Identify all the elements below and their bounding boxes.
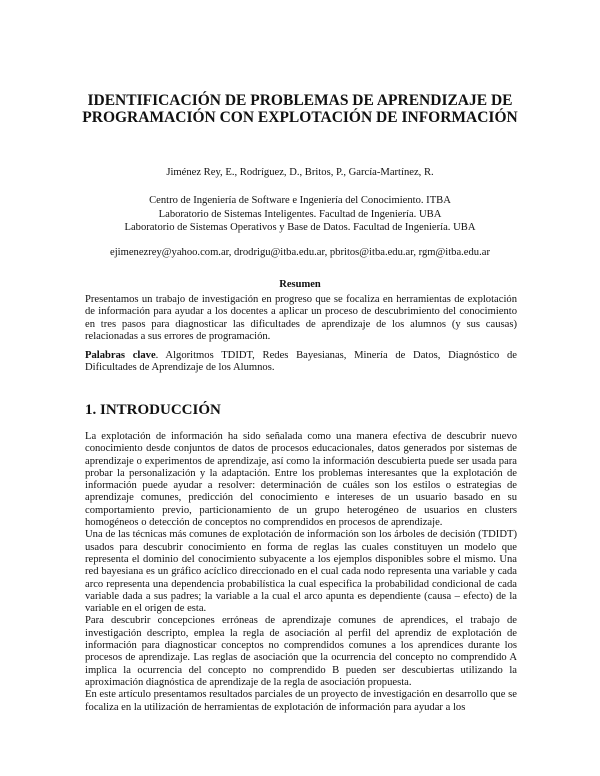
body-paragraph: Para descubrir concepciones erróneas de aprendizaje comunes de aprendices, el trabajo de investigación descripto, emplea la regla de asociación al perfil del aprendiz de explotación de información para diagnosticar conceptos no comprendidos comunes a los aprendices durante los procesos de aprendizaje. Las reglas de asociación que la ocurrencia del concepto no comprendido A implica la ocurrencia del concepto no comprendido B pueden ser descubiertas utilizando la aproximación diagnóstica de aprendizaje de la regla de asociación propuesta. — [85, 615, 517, 688]
affiliation-line: Laboratorio de Sistemas Inteligentes. Facultad de Ingeniería. UBA — [158, 208, 442, 220]
abstract-heading: Resumen — [279, 279, 321, 290]
paper-title: IDENTIFICACIÓN DE PROBLEMAS DE APRENDIZAJE DE PROGRAMACIÓN CON EXPLOTACIÓN DE INFORMACIÓN — [82, 92, 518, 126]
keywords-label: Palabras clave — [85, 350, 156, 361]
abstract-text: Presentamos un trabajo de investigación en progreso que se focaliza en herramientas de explotación de información para ayudar a los docentes a aplicar un proceso de descubrimiento del conocimiento en tres pasos para diagnosticar las dificultades de aprendizaje de los alumnos (y sus causas) relacionadas a sus errores de programación. — [85, 294, 517, 342]
affiliation-line: Centro de Ingeniería de Software e Ingeniería del Conocimiento. ITBA — [149, 195, 451, 206]
body-paragraph: En este artículo presentamos resultados parciales de un proyecto de investigación en desarrollo que se focaliza en la utilización de herramientas de explotación de información para ayudar a los — [85, 689, 517, 713]
introduction-body — [85, 431, 517, 714]
authors-line: Jiménez Rey, E., Rodríguez, D., Britos, P., García-Martínez, R. — [166, 167, 434, 178]
emails-line: ejimenezrey@yahoo.com.ar, drodrigu@itba.edu.ar, pbritos@itba.edu.ar, rgm@itba.edu.ar — [110, 247, 490, 258]
affiliations — [60, 194, 540, 235]
body-paragraph: Una de las técnicas más comunes de explotación de información son los árboles de decisión (TDIDT) usados para descubrir conocimiento en forma de reglas las cuales constituyen un modelo que representa el dominio del conocimiento subyacente a los ejemplos disponibles sobre el mismo. Una red bayesiana es un gráfico acíclico direccionado en el cual cada nodo representa una variable y cada arco representa una dependencia probabilística la cual especifica la probabilidad condicional de cada variable dada a sus padres; la variable a la cual el arco apunta es dependiente (causa – efecto) de la variable en el origen de esta. — [85, 529, 517, 615]
affiliation-line: Laboratorio de Sistemas Operativos y Base de Datos. Facultad de Ingeniería. UBA — [124, 222, 476, 233]
section-heading: 1. INTRODUCCIÓN — [85, 402, 221, 418]
body-paragraph: La explotación de información ha sido señalada como una manera efectiva de descubrir nuevo conocimiento desde conjuntos de datos de procesos educacionales, datos generados por sistemas de aprendizaje o experimentos de aprendizaje, así como la información descubierta puede ser usada para probar la personalización y la adaptación. Entre los problemas interesantes que la explotación de información puede ayudar a resolver: determinación de cuáles son los estilos o estrategias de aprendizaje comunes, predicción del conocimiento e intereses de un usuario basado en su comportamiento previo, particionamiento de un grupo heterogéneo de usuarios en clusters homogéneos o detección de conceptos no comprendidos en procesos de aprendizaje. — [85, 431, 517, 529]
keywords — [85, 350, 517, 375]
keywords-text: . Algoritmos TDIDT, Redes Bayesianas, Minería de Datos, Diagnóstico de Dificultades de Aprendizaje de los Alumnos. — [85, 350, 517, 374]
